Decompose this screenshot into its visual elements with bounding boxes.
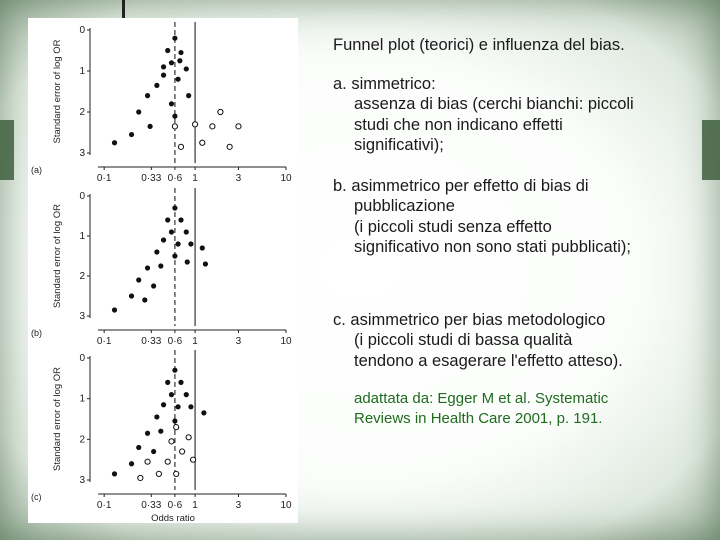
funnel-panel-b xyxy=(31,188,292,347)
panel-label: (b) xyxy=(31,328,42,338)
item-a-line: significativi); xyxy=(354,136,444,154)
text-panel xyxy=(333,35,703,429)
study-point-filled xyxy=(188,241,193,246)
study-point-filled xyxy=(136,445,141,450)
item-c-line: (i piccoli studi di bassa qualità xyxy=(354,331,573,349)
study-point-filled xyxy=(169,392,174,397)
study-point-open xyxy=(169,439,174,444)
study-point-filled xyxy=(186,93,191,98)
funnel-panel-c xyxy=(31,350,292,523)
item-a-lead: a. simmetrico: xyxy=(333,74,436,93)
study-point-filled xyxy=(172,368,177,373)
study-point-open xyxy=(145,459,150,464)
study-point-open xyxy=(180,449,185,454)
study-point-filled xyxy=(161,237,166,242)
y-tick-label: 3 xyxy=(79,475,85,486)
study-point-filled xyxy=(172,36,177,41)
y-tick-label: 0 xyxy=(79,191,85,202)
x-tick-label: 3 xyxy=(235,173,242,184)
study-point-filled xyxy=(112,307,117,312)
study-point-filled xyxy=(151,283,156,288)
x-tick-label: 0·6 xyxy=(167,173,183,184)
panel-label: (a) xyxy=(31,165,42,175)
y-tick-label: 0 xyxy=(79,25,85,36)
study-point-filled xyxy=(142,297,147,302)
study-point-filled xyxy=(145,93,150,98)
x-tick-label: 10 xyxy=(280,173,292,184)
study-point-filled xyxy=(172,114,177,119)
top-divider-mark xyxy=(122,0,125,18)
study-point-filled xyxy=(201,410,206,415)
study-point-filled xyxy=(175,241,180,246)
x-tick-label: 0·33 xyxy=(141,336,162,347)
study-point-filled xyxy=(165,380,170,385)
study-point-filled xyxy=(145,431,150,436)
x-tick-label: 0·1 xyxy=(96,336,112,347)
study-point-open xyxy=(156,471,161,476)
study-point-open xyxy=(165,459,170,464)
study-point-filled xyxy=(203,261,208,266)
study-point-filled xyxy=(169,229,174,234)
y-tick-label: 3 xyxy=(79,148,85,159)
source-line: adattata da: Egger M et al. Systematic xyxy=(354,390,609,407)
source-line: Reviews in Health Care 2001, p. 191. xyxy=(354,410,603,427)
x-tick-label: 1 xyxy=(192,336,198,347)
funnel-plot-figure xyxy=(28,18,298,523)
study-point-open xyxy=(186,435,191,440)
study-point-open xyxy=(174,425,179,430)
study-point-filled xyxy=(175,77,180,82)
x-tick-label: 0·6 xyxy=(167,336,183,347)
study-point-open xyxy=(174,471,179,476)
study-point-filled xyxy=(175,404,180,409)
study-point-filled xyxy=(112,471,117,476)
study-point-filled xyxy=(185,259,190,264)
study-point-filled xyxy=(178,50,183,55)
y-axis-label: Standard error of log OR xyxy=(52,366,63,472)
study-point-filled xyxy=(147,124,152,129)
study-point-filled xyxy=(161,73,166,78)
y-tick-label: 3 xyxy=(79,311,85,322)
study-point-filled xyxy=(161,64,166,69)
right-decor-band xyxy=(702,120,720,180)
study-point-filled xyxy=(161,402,166,407)
study-point-filled xyxy=(154,414,159,419)
x-tick-label: 3 xyxy=(235,336,242,347)
study-point-filled xyxy=(112,140,117,145)
funnel-plots-svg xyxy=(28,18,298,523)
x-tick-label: 1 xyxy=(192,500,198,511)
y-tick-label: 2 xyxy=(79,434,85,446)
y-tick-label: 1 xyxy=(79,231,85,242)
x-tick-label: 3 xyxy=(235,500,242,511)
study-point-filled xyxy=(129,132,134,137)
x-tick-label: 0·6 xyxy=(167,500,183,511)
y-axis-label: Standard error of log OR xyxy=(52,203,63,309)
study-point-filled xyxy=(172,253,177,258)
study-point-filled xyxy=(184,392,189,397)
study-point-filled xyxy=(154,83,159,88)
item-a-line: studi che non indicano effetti xyxy=(354,115,563,134)
y-tick-label: 1 xyxy=(79,393,85,405)
left-decor-band xyxy=(0,120,14,180)
study-point-filled xyxy=(165,48,170,53)
study-point-filled xyxy=(178,380,183,385)
study-point-filled xyxy=(172,418,177,423)
study-point-filled xyxy=(184,229,189,234)
x-tick-label: 1 xyxy=(192,173,198,184)
heading-text: Funnel plot (teorici) e influenza del bias. xyxy=(333,36,625,54)
item-b-lead: b. asimmetrico per effetto di bias di xyxy=(333,176,589,195)
panel-label: (c) xyxy=(31,492,42,502)
study-point-open xyxy=(218,109,223,114)
study-point-open xyxy=(178,144,183,149)
study-point-open xyxy=(200,140,205,145)
study-point-filled xyxy=(200,245,205,250)
x-tick-label: 0·1 xyxy=(96,173,112,184)
source-citation xyxy=(333,389,703,429)
item-b-line: (i piccoli studi senza effetto xyxy=(354,217,552,236)
study-point-open xyxy=(210,124,215,129)
study-point-open xyxy=(190,457,195,462)
item-c xyxy=(333,310,703,372)
y-axis-label: Standard error of log OR xyxy=(52,39,63,144)
study-point-open xyxy=(227,144,232,149)
item-c-line: tendono a esagerare l'effetto atteso). xyxy=(354,351,623,370)
study-point-filled xyxy=(188,404,193,409)
x-tick-label: 0·1 xyxy=(96,500,112,511)
study-point-filled xyxy=(178,217,183,222)
study-point-filled xyxy=(177,58,182,63)
x-tick-label: 10 xyxy=(280,336,292,347)
y-tick-label: 2 xyxy=(79,107,85,118)
x-tick-label: 10 xyxy=(280,500,292,511)
study-point-filled xyxy=(158,429,163,434)
study-point-filled xyxy=(151,449,156,454)
study-point-open xyxy=(192,122,197,127)
y-tick-label: 1 xyxy=(79,66,85,77)
item-b-line: pubblicazione xyxy=(354,197,455,215)
study-point-filled xyxy=(136,277,141,282)
study-point-filled xyxy=(169,60,174,65)
x-axis-label: Odds ratio xyxy=(151,513,195,523)
study-point-filled xyxy=(136,109,141,114)
item-b-line: significativo non sono stati pubblicati); xyxy=(354,238,631,256)
item-a xyxy=(333,74,703,156)
item-a-line: assenza di bias (cerchi bianchi: piccoli xyxy=(354,95,634,113)
study-point-filled xyxy=(154,249,159,254)
x-tick-label: 0·33 xyxy=(141,173,162,184)
item-b xyxy=(333,176,703,258)
study-point-filled xyxy=(165,217,170,222)
study-point-filled xyxy=(184,66,189,71)
study-point-filled xyxy=(145,265,150,270)
item-c-lead: c. asimmetrico per bias metodologico xyxy=(333,310,606,329)
x-tick-label: 0·33 xyxy=(141,500,162,511)
study-point-filled xyxy=(172,205,177,210)
study-point-open xyxy=(236,124,241,129)
slide-heading xyxy=(333,35,703,56)
study-point-filled xyxy=(129,461,134,466)
study-point-filled xyxy=(129,293,134,298)
study-point-open xyxy=(138,475,143,480)
y-tick-label: 0 xyxy=(79,353,85,364)
study-point-filled xyxy=(169,101,174,106)
study-point-filled xyxy=(158,263,163,268)
funnel-panel-a xyxy=(31,22,292,184)
y-tick-label: 2 xyxy=(79,271,85,282)
study-point-open xyxy=(172,124,177,129)
